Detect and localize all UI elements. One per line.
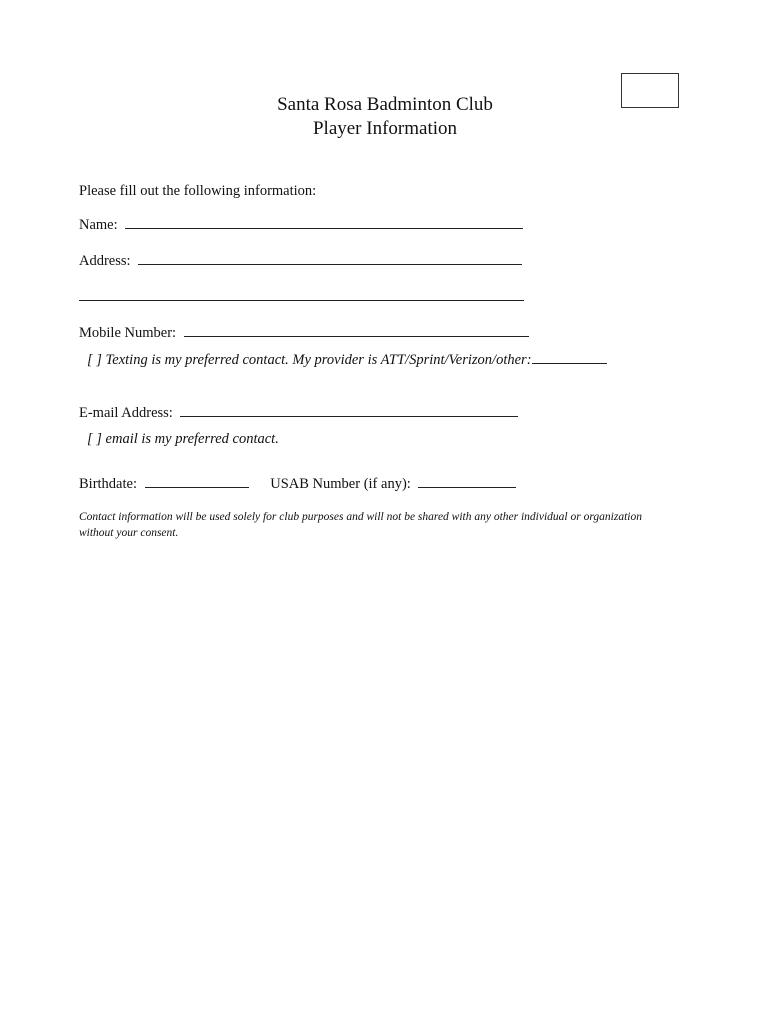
texting-option-label: Texting is my preferred contact. My provider is ATT/Sprint/Verizon/other: — [105, 352, 532, 368]
name-row — [79, 215, 523, 234]
intro-text: Please fill out the following information: — [79, 183, 317, 199]
email-row — [79, 403, 518, 422]
email-option-label: email is my preferred contact. — [105, 431, 279, 447]
birthdate-label: Birthdate: — [79, 476, 137, 492]
usab-field[interactable] — [418, 474, 516, 488]
club-title: Santa Rosa Badminton Club — [277, 94, 493, 115]
birthdate-field[interactable] — [145, 474, 249, 488]
usab-label: USAB Number (if any): — [270, 476, 411, 492]
birthdate-row — [79, 474, 516, 493]
email-field[interactable] — [180, 403, 518, 417]
email-label: E-mail Address: — [79, 405, 173, 421]
provider-other-field[interactable] — [532, 350, 607, 364]
address-row-2 — [79, 287, 524, 306]
privacy-note: Contact information will be used solely for club purposes and will not be shared with any other individual or organization without your consent. — [79, 511, 642, 539]
email-checkbox[interactable]: [ ] — [87, 431, 102, 447]
mobile-label: Mobile Number: — [79, 325, 177, 341]
form-title: Player Information — [312, 118, 458, 139]
mobile-field[interactable] — [184, 323, 529, 337]
texting-row — [87, 350, 607, 369]
name-field[interactable] — [125, 215, 523, 229]
address-row — [79, 251, 522, 270]
name-label: Name: — [79, 217, 118, 233]
mobile-row — [79, 323, 529, 342]
address-field-line1[interactable] — [138, 251, 522, 265]
email-pref-row — [87, 430, 279, 448]
texting-checkbox[interactable]: [ ] — [87, 352, 102, 368]
address-field-line2[interactable] — [79, 287, 524, 301]
address-label: Address: — [79, 253, 131, 269]
